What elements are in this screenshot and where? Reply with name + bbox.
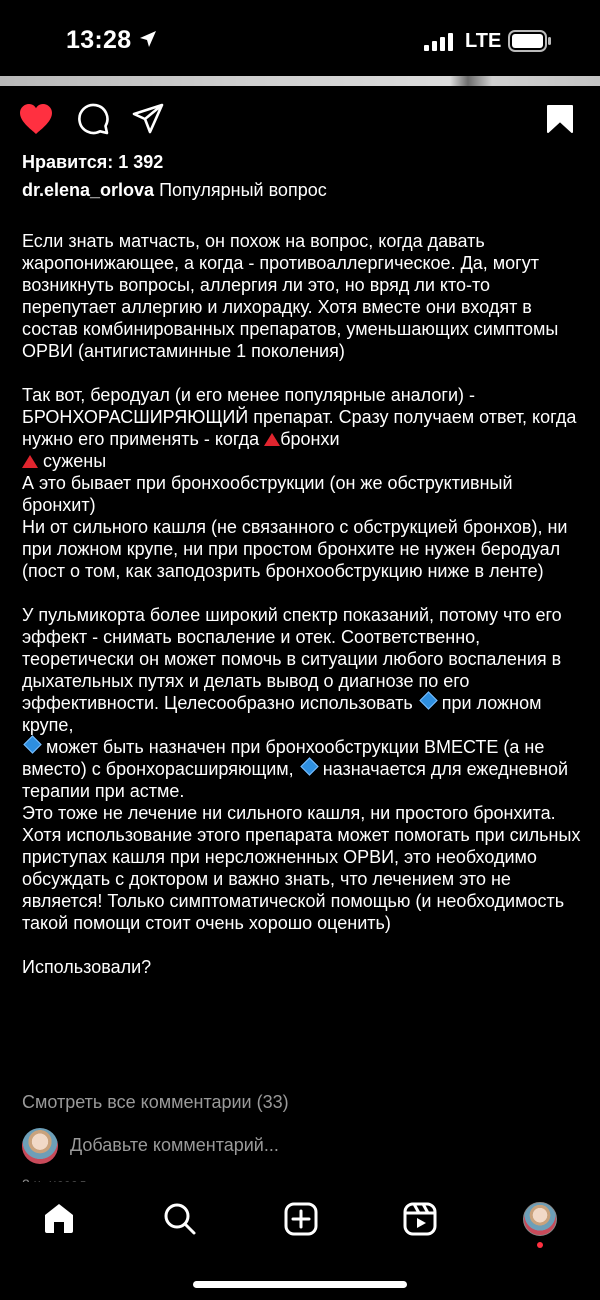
red-triangle-icon [22,455,38,468]
post-paragraph: Если знать матчасть, он похож на вопрос, когда давать жаропонижающее, а когда - противоаллергическое. Да, могут возникнуть вопросы, аллергия ли это, но вряд ли кто-то перепутает аллергию и лихорадку. Хотя вместе они входят в состав комбинированных препаратов, уменьшающих симптомы ОРВИ (антигистаминные 1 поколения) [22,231,559,361]
blue-diamond-icon [300,757,318,775]
home-icon[interactable] [42,1202,76,1239]
post-text-fragment: бронхи [280,429,340,449]
reels-icon[interactable] [403,1202,437,1241]
post-text-fragment: при ложном крупе, [22,693,542,735]
post-text-fragment: может быть назначен при бронхообструкции ВМЕСТЕ (а не вместо) с бронхорасширяющим, [22,737,545,779]
signal-bars-icon [424,33,456,56]
likes-count[interactable]: Нравится: 1 392 [22,152,164,172]
heart-icon[interactable] [18,102,54,141]
avatar [22,1128,58,1164]
status-time: 13:28 [66,26,132,54]
create-icon[interactable] [284,1202,318,1241]
add-comment-row[interactable] [22,1128,582,1164]
post-caption [22,180,327,201]
post-paragraph: Ни от сильного кашля (не связанного с обструкцией бронхов), ни при ложном крупе, ни при простом бронхите не нужен беродуал (пост о том, как заподозрить бронхообструкцию ниже в ленте) [22,517,568,581]
post-body [22,230,582,978]
post-text-fragment: У пульмикорта более широкий спектр показаний, потому что его эффект - снимать воспаление и отек. Соответственно, теоретически он может помочь в ситуации любого воспаления в дыхательных путях и делать вывод о диагнозе по его эффективности. Целесообразно использовать [22,605,562,713]
status-bar [0,0,600,80]
bookmark-icon[interactable] [546,104,574,139]
caption-text: Популярный вопрос [154,180,327,200]
comment-icon[interactable] [76,102,110,141]
post-username[interactable]: dr.elena_orlova [22,180,155,200]
view-all-comments-link[interactable]: Смотреть все комментарии (33) [22,1092,289,1112]
share-icon[interactable] [131,102,165,141]
post-paragraph: А это бывает при бронхообструкции (он же обструктивный бронхит) [22,473,513,515]
post-text-fragment: сужены [43,451,107,471]
bottom-nav [0,1182,600,1300]
blue-diamond-icon [419,691,437,709]
battery-icon [508,30,552,57]
post-paragraph: Это тоже не лечение ни сильного кашля, ни простого бронхита. Хотя использование этого препарата может помогать при сильных приступах кашля при нерсложненных ОРВИ, это необходимо обсуждать с доктором и важно знать, что лечением это не является! Только симптоматической помощью (и необходимость такой помощи стоит очень хорошо оценить) [22,803,581,933]
post-image[interactable] [0,76,600,86]
post-paragraph: Использовали? [22,957,152,977]
blue-diamond-icon [23,735,41,753]
comment-input[interactable]: Добавьте комментарий... [70,1135,279,1155]
post-actions [0,96,600,142]
post-paragraph [22,604,582,802]
post-paragraph [22,384,582,472]
post-text-fragment: Так вот, беродуал (и его менее популярные аналоги) - БРОНХОРАСШИРЯЮЩИЙ препарат. Сразу получаем ответ, когда нужно его применять - когда [22,385,577,449]
network-type: LTE [465,30,502,52]
profile-avatar[interactable] [523,1202,557,1236]
search-icon[interactable] [163,1202,197,1241]
red-triangle-icon [264,433,280,446]
post-text-fragment: назначается для ежедневной терапии при астме. [22,759,569,801]
location-arrow-icon [138,29,158,54]
home-indicator[interactable] [193,1281,407,1288]
notification-dot [537,1242,543,1248]
